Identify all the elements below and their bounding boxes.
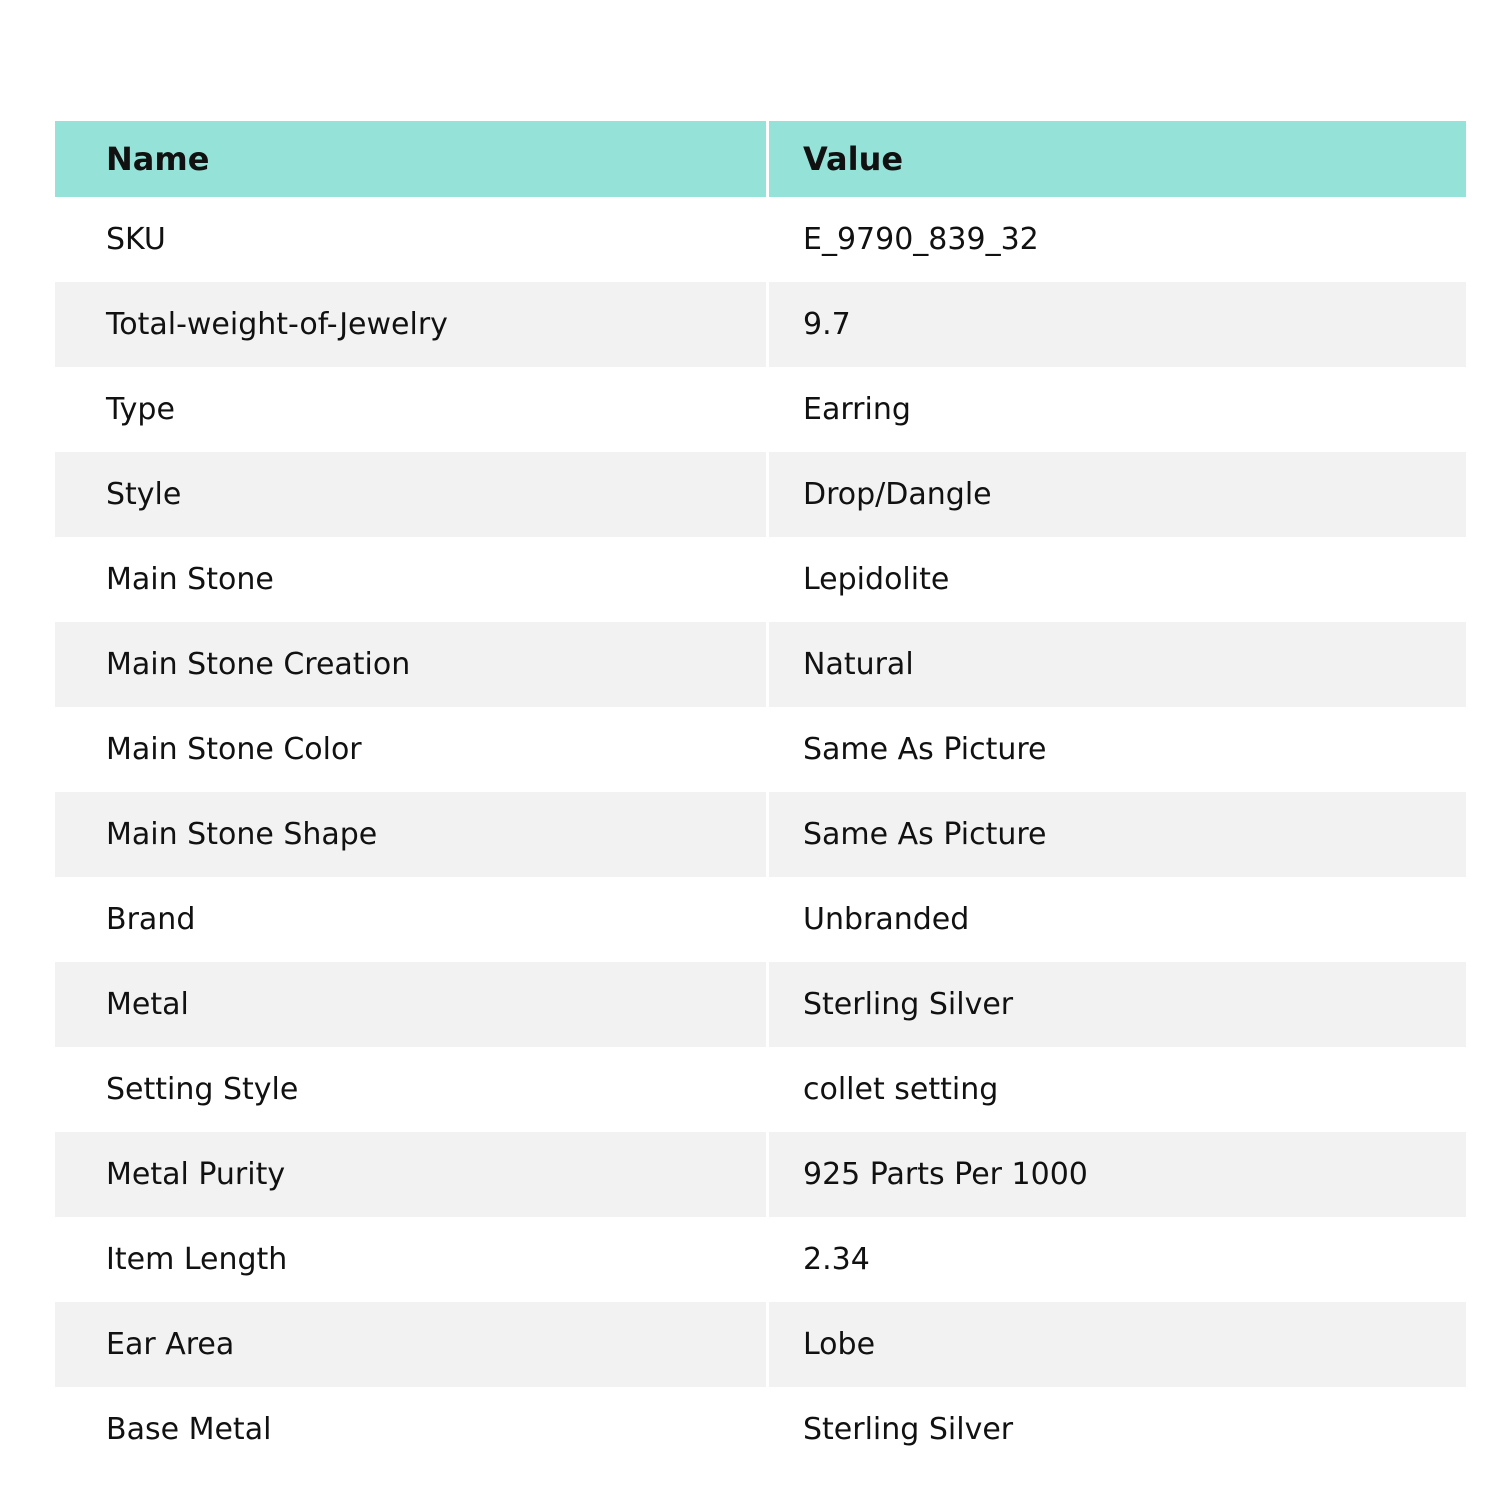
row-name: Base Metal [106,1412,272,1447]
row-name: Main Stone Shape [106,817,378,852]
table-row [55,537,1466,622]
row-value: Drop/Dangle [766,452,1466,537]
row-name: Item Length [106,1242,288,1277]
row-name: Total-weight-of-Jewelry [106,307,448,342]
table-row [55,367,1466,452]
row-name: Style [106,477,182,512]
row-value: Sterling Silver [766,1387,1466,1472]
row-value: Lobe [766,1302,1466,1387]
row-name: Ear Area [106,1327,235,1362]
table-row [55,792,1466,877]
table-row [55,1302,1466,1387]
row-value: 9.7 [766,282,1466,367]
row-value: Unbranded [766,877,1466,962]
table-row [55,1047,1466,1132]
header-value: Value [766,121,1466,197]
row-value: 2.34 [766,1217,1466,1302]
table-row [55,282,1466,367]
table-row [55,1217,1466,1302]
table-row [55,1132,1466,1217]
row-value: E_9790_839_32 [766,197,1466,282]
row-name: SKU [106,222,166,257]
row-value: Same As Picture [766,707,1466,792]
table-row [55,962,1466,1047]
row-name: Setting Style [106,1072,299,1107]
row-name: Type [106,392,175,427]
row-value: Natural [766,622,1466,707]
row-value: 925 Parts Per 1000 [766,1132,1466,1217]
table-header [55,121,1466,197]
row-value: collet setting [766,1047,1466,1132]
row-name: Main Stone Color [106,732,362,767]
row-name: Main Stone Creation [106,647,411,682]
table-row [55,622,1466,707]
row-value: Earring [766,367,1466,452]
spec-table [55,121,1466,1472]
table-row [55,452,1466,537]
row-name: Brand [106,902,196,937]
row-value: Lepidolite [766,537,1466,622]
row-name: Main Stone [106,562,274,597]
table-row [55,877,1466,962]
table-row [55,197,1466,282]
table-row [55,707,1466,792]
table-row [55,1387,1466,1472]
row-name: Metal Purity [106,1157,286,1192]
row-value: Sterling Silver [766,962,1466,1047]
row-name: Metal [106,987,189,1022]
row-value: Same As Picture [766,792,1466,877]
header-name: Name [106,140,210,178]
